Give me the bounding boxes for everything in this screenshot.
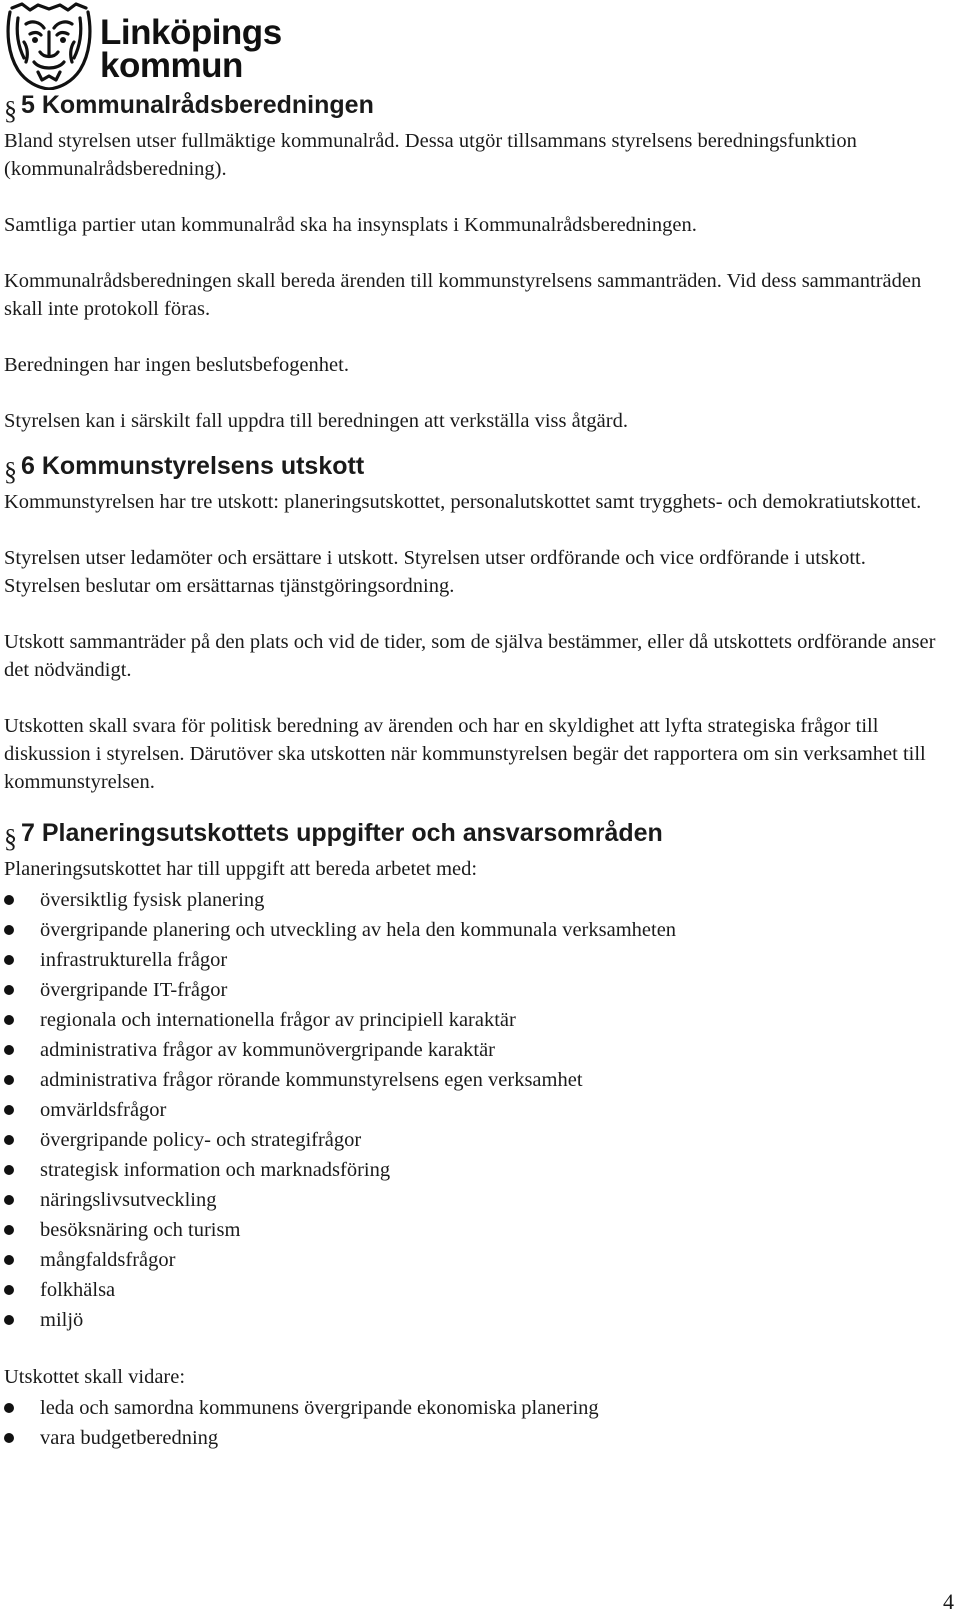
list-item [4,1305,944,1335]
list-item [4,1155,944,1185]
section-6-title: 6 Kommunstyrelsens utskott [21,452,365,480]
list-item [4,1393,944,1423]
list-item-text: regionala och internationella frågor av principiell karaktär [40,1009,516,1031]
linkoping-logo [4,2,282,92]
task-list [4,885,944,1335]
list-item [4,1125,944,1155]
list-item [4,1423,944,1453]
list-item [4,1215,944,1245]
bullet-icon [4,1403,14,1413]
list-item-text: besöksnäring och turism [40,1219,241,1241]
additional-task-list [4,1393,944,1453]
section-7-intro-2: Utskottet skall vidare: [4,1366,186,1388]
page-number: 4 [943,1589,954,1614]
list-item-text: övergripande policy- och strategifrågor [40,1129,362,1151]
list-item [4,915,944,945]
list-item-text: administrativa frågor rörande kommunstyrelsens egen verksamhet [40,1069,583,1091]
list-item [4,975,944,1005]
logo-line-2: kommun [100,46,243,85]
list-item [4,1035,944,1065]
list-item-text: övergripande IT-frågor [40,979,228,1001]
section-6-heading [4,451,944,486]
bullet-icon [4,1105,14,1115]
paragraph-symbol: § [4,96,17,125]
section-6-paragraph-1: Kommunstyrelsen har tre utskott: planeringsutskottet, personalutskottet samt trygghets- och demokratiutskottet. [4,491,922,513]
section-5-paragraph-2: Samtliga partier utan kommunalråd ska ha insynsplats i Kommunalrådsberedningen. [4,214,697,236]
paragraph-symbol: § [4,824,17,853]
document-body [4,90,944,1481]
list-item-text: näringslivsutveckling [40,1189,217,1211]
logo-wordmark [100,13,282,85]
logo-line-1: Linköpings [100,13,282,52]
bullet-icon [4,1225,14,1235]
section-6-paragraph-2: Styrelsen utser ledamöter och ersättare i utskott. Styrelsen utser ordförande och vice ordförande i utskott. Styrelsen beslutar om ersättarnas tjänstgöringsordning. [4,547,866,597]
section-5-paragraph-5: Styrelsen kan i särskilt fall uppdra till beredningen att verkställa viss åtgärd. [4,410,628,432]
bullet-icon [4,985,14,995]
section-7-intro: Planeringsutskottet har till uppgift att bereda arbetet med: [4,858,478,880]
lion-crest-icon [4,2,94,90]
bullet-icon [4,1135,14,1145]
section-6-paragraph-3: Utskott sammanträder på den plats och vid de tider, som de själva bestämmer, eller då utskottets ordförande anser det nödvändigt. [4,631,936,681]
list-item-text: vara budgetberedning [40,1427,219,1449]
bullet-icon [4,1075,14,1085]
list-item [4,1095,944,1125]
list-item-text: miljö [40,1309,84,1331]
list-item-text: strategisk information och marknadsföring [40,1159,391,1181]
list-item-text: omvärldsfrågor [40,1099,167,1121]
list-item-text: infrastrukturella frågor [40,949,228,971]
section-5-heading [4,90,944,125]
bullet-icon [4,1255,14,1265]
list-item-text: folkhälsa [40,1279,116,1301]
list-item-text: administrativa frågor av kommunövergripande karaktär [40,1039,496,1061]
bullet-icon [4,1433,14,1443]
bullet-icon [4,955,14,965]
list-item [4,1245,944,1275]
bullet-icon [4,1285,14,1295]
bullet-icon [4,895,14,905]
bullet-icon [4,925,14,935]
list-item [4,1185,944,1215]
list-item-text: mångfaldsfrågor [40,1249,176,1271]
section-5-paragraph-3: Kommunalrådsberedningen skall bereda ärenden till kommunstyrelsens sammanträden. Vid dess sammanträden skall inte protokoll föras. [4,270,922,320]
list-item [4,1005,944,1035]
paragraph-symbol: § [4,457,17,486]
section-7-heading [4,818,944,853]
list-item [4,1275,944,1305]
bullet-icon [4,1195,14,1205]
section-5-title: 5 Kommunalrådsberedningen [21,91,374,119]
bullet-icon [4,1045,14,1055]
list-item [4,945,944,975]
bullet-icon [4,1165,14,1175]
bullet-icon [4,1015,14,1025]
list-item [4,1065,944,1095]
list-item-text: leda och samordna kommunens övergripande ekonomiska planering [40,1397,599,1419]
bullet-icon [4,1315,14,1325]
section-7-title: 7 Planeringsutskottets uppgifter och ansvarsområden [21,819,663,847]
list-item [4,885,944,915]
list-item-text: övergripande planering och utveckling av hela den kommunala verksamheten [40,919,677,941]
section-5-paragraph-1: Bland styrelsen utser fullmäktige kommunalråd. Dessa utgör tillsammans styrelsens beredningsfunktion (kommunalrådsberedning). [4,130,857,180]
list-item-text: översiktlig fysisk planering [40,889,265,911]
section-5-paragraph-4: Beredningen har ingen beslutsbefogenhet. [4,354,349,376]
section-6-paragraph-4: Utskotten skall svara för politisk beredning av ärenden och har en skyldighet att lyfta strategiska frågor till diskussion i styrelsen. Därutöver ska utskotten när kommunstyrelsen begär det rapportera om sin verksamhet till kommunstyrelsen. [4,715,926,793]
